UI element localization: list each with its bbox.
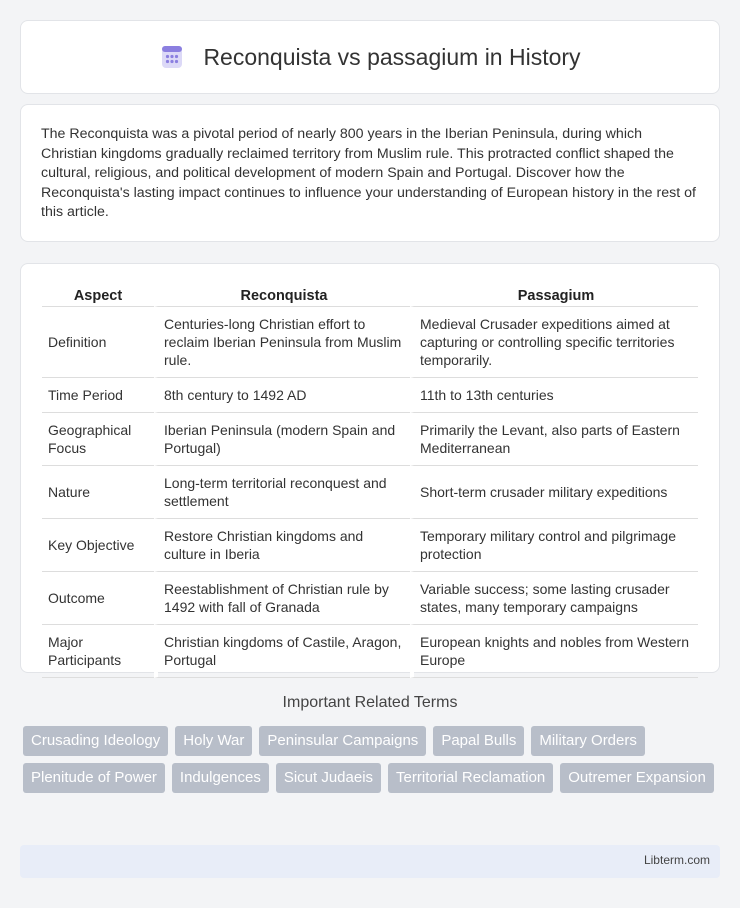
- tag-holy-war[interactable]: Holy War: [175, 726, 252, 756]
- related-terms-tags: [23, 726, 723, 793]
- tag-papal-bulls[interactable]: Papal Bulls: [433, 726, 524, 756]
- table-row: [42, 307, 698, 378]
- table-row: [42, 519, 698, 572]
- table-cell-passagium: Primarily the Levant, also parts of Eastern Mediterranean: [410, 413, 698, 466]
- table-cell-passagium: Temporary military control and pilgrimage protection: [410, 519, 698, 572]
- table-cell-reconquista: Restore Christian kingdoms and culture in Iberia: [154, 519, 410, 572]
- table-header-row: [42, 282, 698, 307]
- table-row: [42, 413, 698, 466]
- tag-crusading-ideology[interactable]: Crusading Ideology: [23, 726, 168, 756]
- tag-sicut-judaeis[interactable]: Sicut Judaeis: [276, 763, 381, 793]
- table-cell-passagium: European knights and nobles from Western Europe: [410, 625, 698, 678]
- tag-military-orders[interactable]: Military Orders: [531, 726, 645, 756]
- table-row: [42, 466, 698, 519]
- table-cell-passagium: Variable success; some lasting crusader states, many temporary campaigns: [410, 572, 698, 625]
- comparison-table-card: [20, 263, 720, 673]
- table-row: [42, 572, 698, 625]
- table-cell-aspect: Definition: [42, 307, 154, 378]
- document-grid-icon: [159, 44, 185, 70]
- tag-plenitude-of-power[interactable]: Plenitude of Power: [23, 763, 165, 793]
- table-row: [42, 378, 698, 413]
- column-header-passagium: Passagium: [410, 282, 698, 307]
- table-cell-reconquista: 8th century to 1492 AD: [154, 378, 410, 413]
- related-terms-heading: Important Related Terms: [282, 694, 458, 711]
- footer-bar: [20, 845, 720, 878]
- table-cell-reconquista: Centuries-long Christian effort to reclaim Iberian Peninsula from Muslim rule.: [154, 307, 410, 378]
- table-cell-aspect: Key Objective: [42, 519, 154, 572]
- table-cell-reconquista: Reestablishment of Christian rule by 1492 with fall of Granada: [154, 572, 410, 625]
- table-cell-aspect: Time Period: [42, 378, 154, 413]
- table-row: [42, 625, 698, 678]
- tag-territorial-reclamation[interactable]: Territorial Reclamation: [388, 763, 553, 793]
- footer-site-link[interactable]: Libterm.com: [643, 853, 710, 867]
- table-cell-passagium: 11th to 13th centuries: [410, 378, 698, 413]
- intro-card: [20, 104, 720, 242]
- table-cell-aspect: Major Participants: [42, 625, 154, 678]
- table-cell-passagium: Medieval Crusader expeditions aimed at capturing or controlling specific territories temporarily.: [410, 307, 698, 378]
- page-title: Reconquista vs passagium in History: [203, 43, 581, 70]
- title-card: [20, 20, 720, 94]
- table-cell-reconquista: Long-term territorial reconquest and settlement: [154, 466, 410, 519]
- table-cell-aspect: Geographical Focus: [42, 413, 154, 466]
- table-cell-aspect: Nature: [42, 466, 154, 519]
- table-cell-aspect: Outcome: [42, 572, 154, 625]
- table-cell-passagium: Short-term crusader military expeditions: [410, 466, 698, 519]
- tag-peninsular-campaigns[interactable]: Peninsular Campaigns: [259, 726, 426, 756]
- comparison-table: [42, 282, 698, 678]
- intro-paragraph: The Reconquista was a pivotal period of nearly 800 years in the Iberian Peninsula, during which Christian kingdoms gradually reclaimed territory from Muslim rule. This protracted conflict shaped the cultural, religious, and political development of modern Spain and Portugal. Discover how the Reconquista's lasting impact continues to influence your understanding of European history in the rest of this article.: [41, 126, 696, 221]
- tag-outremer-expansion[interactable]: Outremer Expansion: [560, 763, 714, 793]
- column-header-aspect: Aspect: [42, 282, 154, 307]
- table-cell-reconquista: Christian kingdoms of Castile, Aragon, Portugal: [154, 625, 410, 678]
- column-header-reconquista: Reconquista: [154, 282, 410, 307]
- tag-indulgences[interactable]: Indulgences: [172, 763, 269, 793]
- table-cell-reconquista: Iberian Peninsula (modern Spain and Portugal): [154, 413, 410, 466]
